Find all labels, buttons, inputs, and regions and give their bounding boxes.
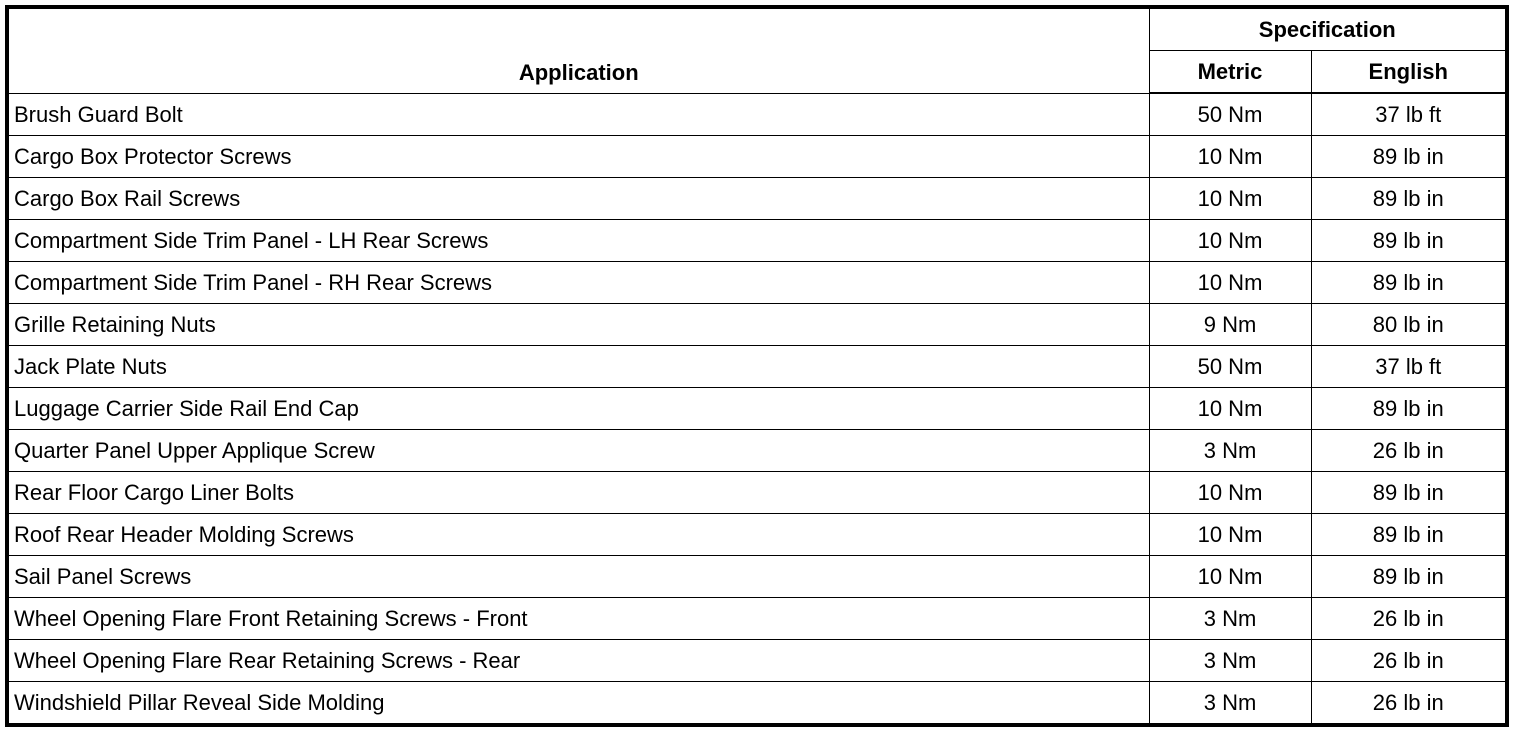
english-cell: 26 lb in bbox=[1311, 682, 1507, 726]
application-column-header: Application bbox=[7, 7, 1149, 93]
application-cell: Grille Retaining Nuts bbox=[7, 304, 1149, 346]
english-cell: 37 lb ft bbox=[1311, 93, 1507, 136]
table-row bbox=[7, 556, 1507, 598]
application-cell: Cargo Box Protector Screws bbox=[7, 136, 1149, 178]
table-row bbox=[7, 136, 1507, 178]
english-cell: 89 lb in bbox=[1311, 262, 1507, 304]
application-cell: Jack Plate Nuts bbox=[7, 346, 1149, 388]
metric-cell: 10 Nm bbox=[1149, 220, 1311, 262]
application-cell: Quarter Panel Upper Applique Screw bbox=[7, 430, 1149, 472]
application-cell: Wheel Opening Flare Rear Retaining Screws - Rear bbox=[7, 640, 1149, 682]
english-cell: 26 lb in bbox=[1311, 598, 1507, 640]
metric-cell: 10 Nm bbox=[1149, 388, 1311, 430]
application-cell: Compartment Side Trim Panel - RH Rear Screws bbox=[7, 262, 1149, 304]
application-cell: Wheel Opening Flare Front Retaining Screws - Front bbox=[7, 598, 1149, 640]
application-cell: Brush Guard Bolt bbox=[7, 93, 1149, 136]
table-row bbox=[7, 346, 1507, 388]
application-cell: Windshield Pillar Reveal Side Molding bbox=[7, 682, 1149, 726]
english-cell: 80 lb in bbox=[1311, 304, 1507, 346]
specification-column-header: Specification bbox=[1149, 7, 1507, 51]
header-row-top bbox=[7, 7, 1507, 51]
table-row bbox=[7, 262, 1507, 304]
english-column-header: English bbox=[1311, 51, 1507, 94]
metric-cell: 3 Nm bbox=[1149, 640, 1311, 682]
metric-cell: 50 Nm bbox=[1149, 346, 1311, 388]
english-cell: 37 lb ft bbox=[1311, 346, 1507, 388]
table-row bbox=[7, 220, 1507, 262]
metric-cell: 3 Nm bbox=[1149, 598, 1311, 640]
metric-cell: 9 Nm bbox=[1149, 304, 1311, 346]
table-body bbox=[7, 93, 1507, 725]
metric-cell: 50 Nm bbox=[1149, 93, 1311, 136]
table-row bbox=[7, 93, 1507, 136]
table-row bbox=[7, 472, 1507, 514]
application-cell: Roof Rear Header Molding Screws bbox=[7, 514, 1149, 556]
table-row bbox=[7, 178, 1507, 220]
application-cell: Cargo Box Rail Screws bbox=[7, 178, 1149, 220]
english-cell: 89 lb in bbox=[1311, 472, 1507, 514]
table-row bbox=[7, 388, 1507, 430]
english-cell: 89 lb in bbox=[1311, 136, 1507, 178]
metric-cell: 10 Nm bbox=[1149, 262, 1311, 304]
english-cell: 89 lb in bbox=[1311, 178, 1507, 220]
english-cell: 26 lb in bbox=[1311, 640, 1507, 682]
metric-cell: 10 Nm bbox=[1149, 136, 1311, 178]
application-cell: Compartment Side Trim Panel - LH Rear Screws bbox=[7, 220, 1149, 262]
table-header bbox=[7, 7, 1507, 93]
english-cell: 89 lb in bbox=[1311, 388, 1507, 430]
metric-column-header: Metric bbox=[1149, 51, 1311, 94]
application-cell: Rear Floor Cargo Liner Bolts bbox=[7, 472, 1149, 514]
table-row bbox=[7, 640, 1507, 682]
metric-cell: 10 Nm bbox=[1149, 178, 1311, 220]
english-cell: 89 lb in bbox=[1311, 556, 1507, 598]
table-row bbox=[7, 514, 1507, 556]
table-row bbox=[7, 598, 1507, 640]
application-cell: Sail Panel Screws bbox=[7, 556, 1149, 598]
english-cell: 89 lb in bbox=[1311, 220, 1507, 262]
table-row bbox=[7, 304, 1507, 346]
metric-cell: 10 Nm bbox=[1149, 514, 1311, 556]
table-row bbox=[7, 682, 1507, 726]
metric-cell: 10 Nm bbox=[1149, 556, 1311, 598]
metric-cell: 3 Nm bbox=[1149, 430, 1311, 472]
english-cell: 26 lb in bbox=[1311, 430, 1507, 472]
fastener-spec-table bbox=[5, 5, 1509, 727]
metric-cell: 3 Nm bbox=[1149, 682, 1311, 726]
table-row bbox=[7, 430, 1507, 472]
metric-cell: 10 Nm bbox=[1149, 472, 1311, 514]
english-cell: 89 lb in bbox=[1311, 514, 1507, 556]
application-cell: Luggage Carrier Side Rail End Cap bbox=[7, 388, 1149, 430]
